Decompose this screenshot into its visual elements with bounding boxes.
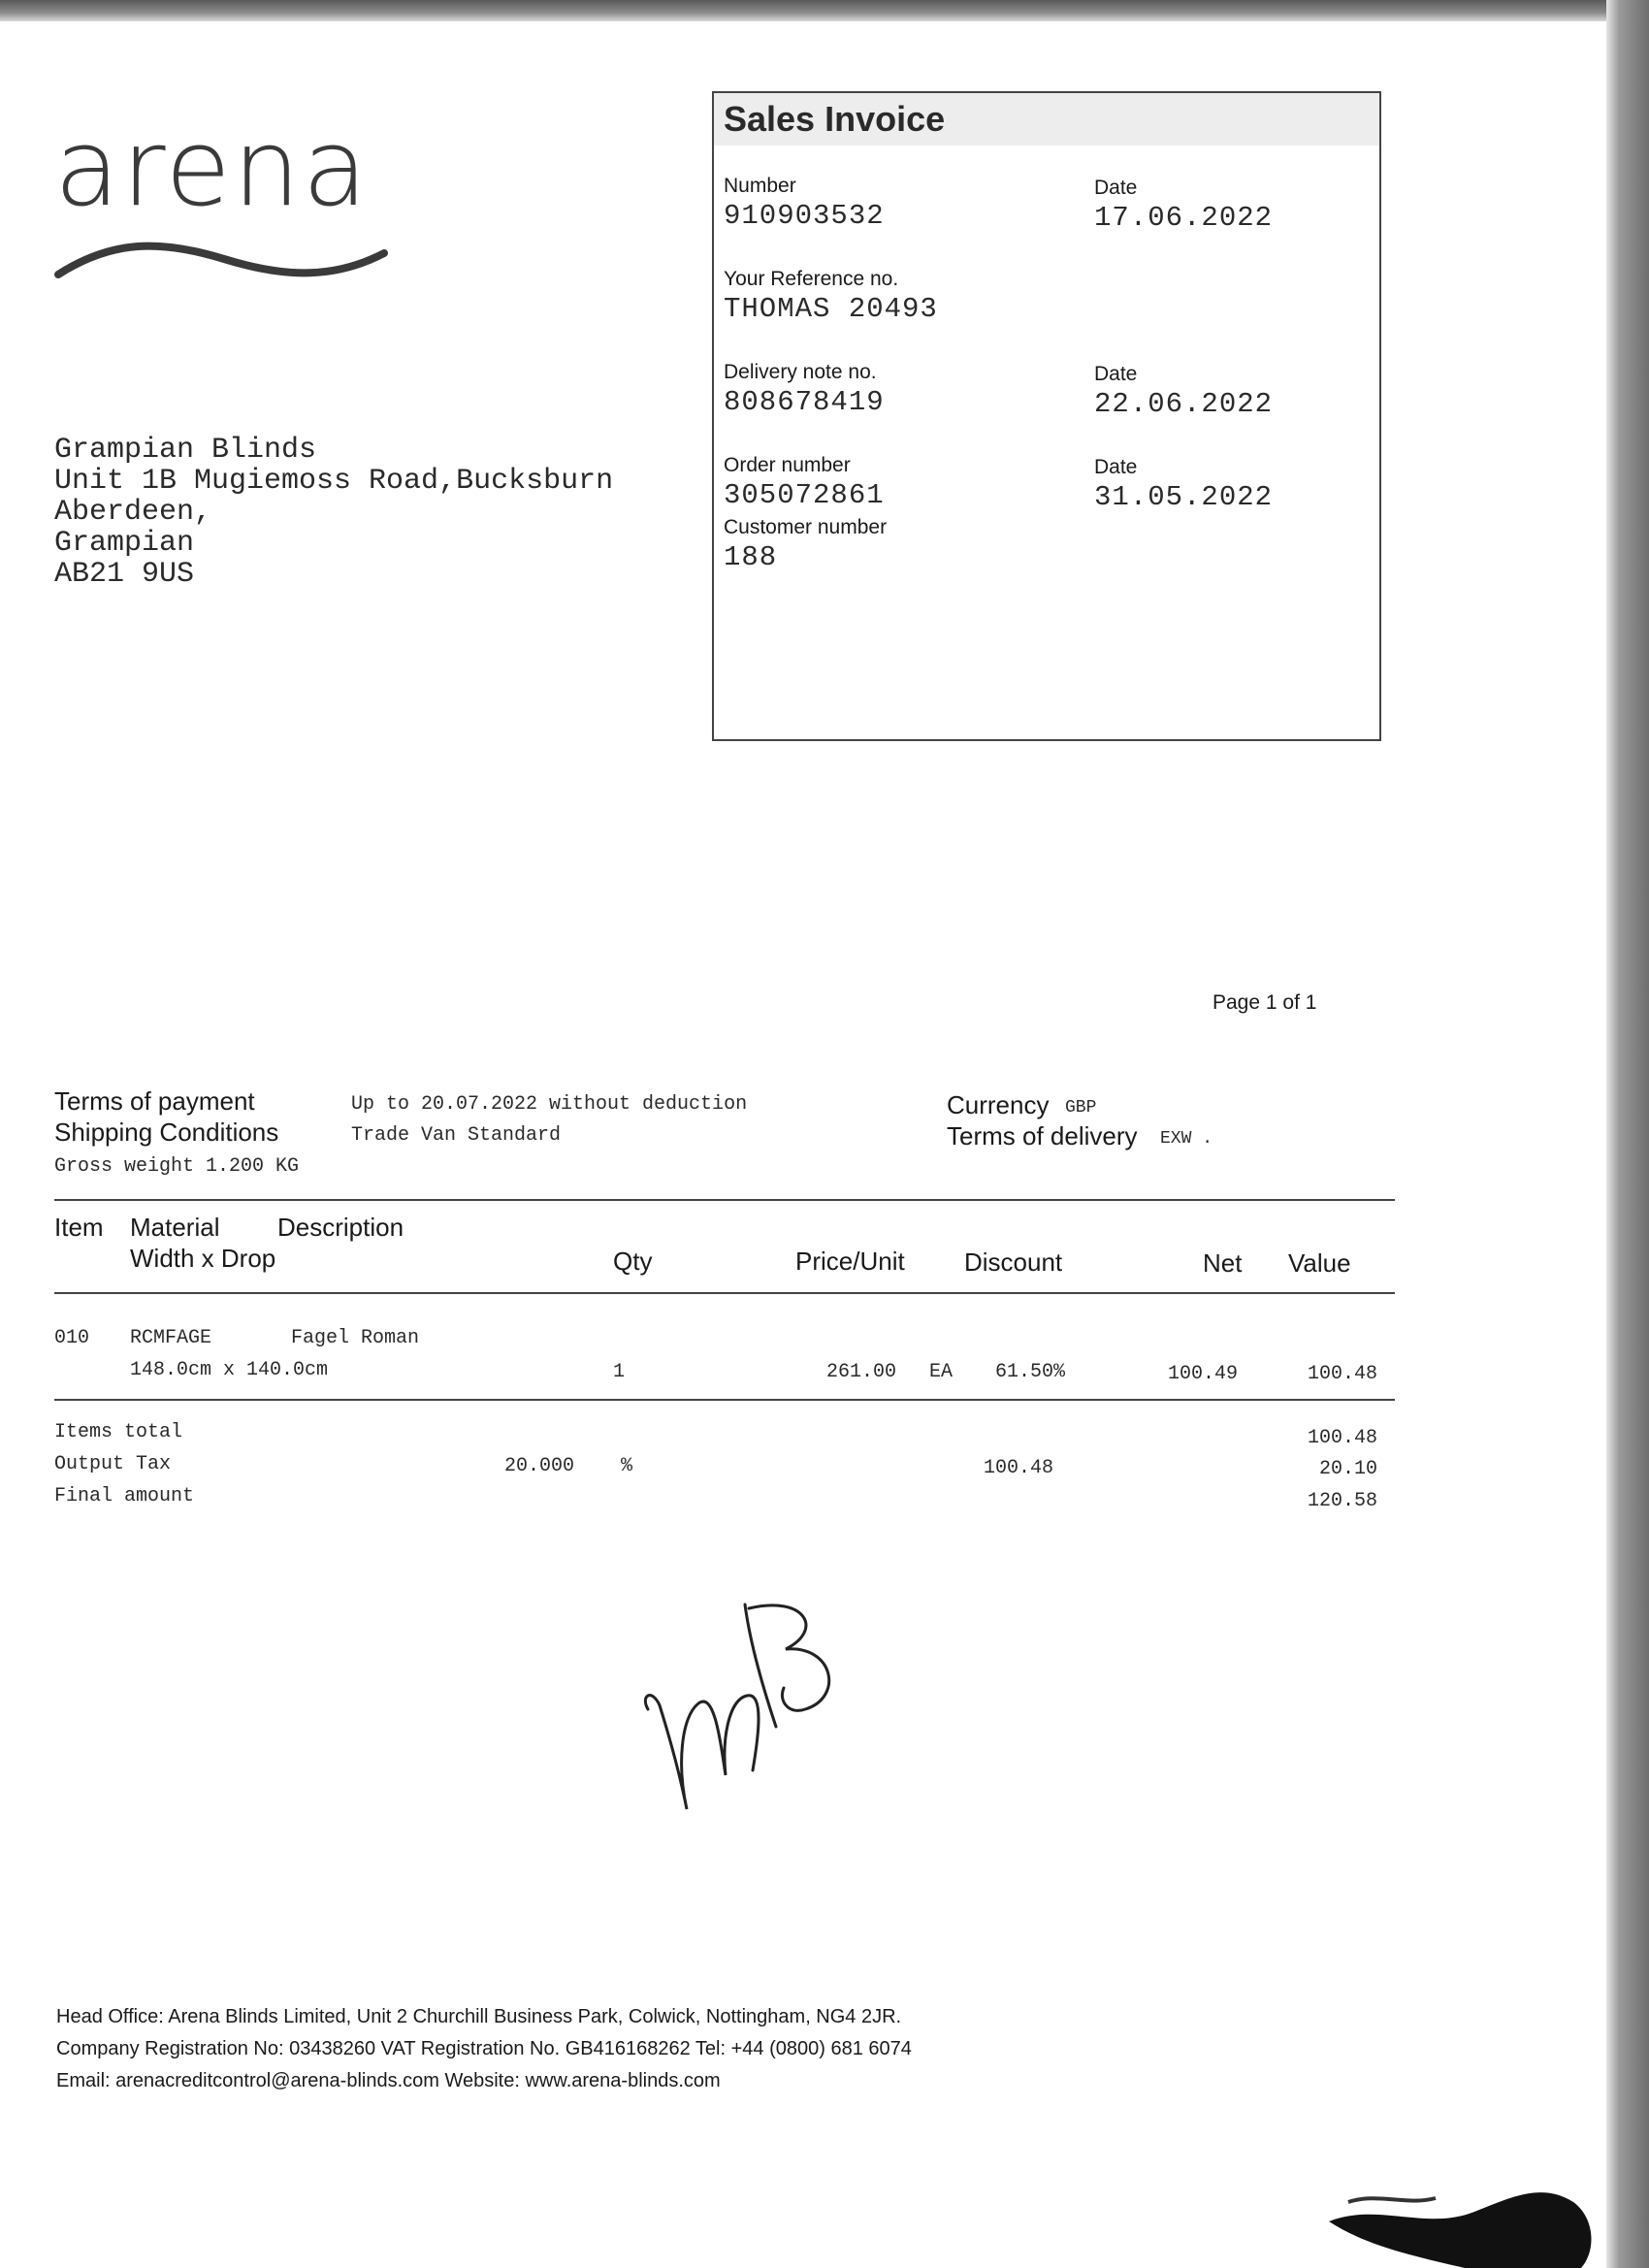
terms-of-payment-label: Terms of payment [54,1086,255,1116]
items-total-value: 100.48 [1308,1427,1378,1449]
address-line: Unit 1B Mugiemoss Road,Bucksburn [54,465,614,498]
address-line: Grampian Blinds [54,434,317,467]
output-tax-base: 100.48 [984,1457,1054,1479]
order-number: 305072861 [724,479,885,511]
invoice-number-label: Number [724,175,796,197]
handwritten-signature [630,1591,854,1824]
row-unit: EA [929,1361,954,1383]
footer-head-office: Head Office: Arena Blinds Limited, Unit 2 Churchill Business Park, Colwick, Nottingham, NG4 2JR. [56,2006,902,2027]
row-qty: 1 [613,1361,626,1383]
row-discount: 61.50% [995,1361,1066,1383]
footer-registration: Company Registration No: 03438260 VAT Registration No. GB416168262 Tel: +44 (0800) 681 6074 [56,2038,912,2059]
row-value: 100.48 [1308,1363,1378,1385]
items-total-label: Items total [54,1421,183,1443]
header-price-unit: Price/Unit [795,1247,905,1276]
header-description: Description [277,1213,404,1242]
delivery-note-number: 808678419 [724,386,885,418]
address-line: AB21 9US [54,558,195,591]
order-number-label: Order number [724,454,851,476]
output-tax-amount: 20.10 [1319,1458,1378,1480]
output-tax-rate: 20.000 [504,1455,575,1477]
header-item: Item [54,1213,104,1242]
invoice-date-label: Date [1094,177,1138,199]
header-qty: Qty [613,1247,653,1276]
terms-of-delivery-value: EXW . [1160,1129,1213,1149]
final-amount-value: 120.58 [1308,1490,1378,1512]
row-item: 010 [54,1327,90,1349]
header-value: Value [1288,1248,1351,1278]
recipient-address [54,435,613,590]
address-line: Grampian [54,527,195,560]
order-date-label: Date [1094,456,1138,478]
gross-weight: Gross weight 1.200 KG [54,1155,300,1178]
customer-number: 188 [724,541,778,573]
delivery-date: 22.06.2022 [1094,388,1274,420]
row-price: 261.00 [826,1361,897,1383]
invoice-number: 910903532 [724,200,885,232]
delivery-date-label: Date [1094,363,1138,385]
scan-edge-right [1606,0,1649,2268]
row-size: 148.0cm x 140.0cm [130,1359,329,1381]
row-description: Fagel Roman [291,1327,420,1349]
your-reference-label: Your Reference no. [724,268,899,290]
page-indicator: Page 1 of 1 [1212,991,1317,1014]
scan-smudge [1319,2163,1600,2268]
scan-edge-top [0,0,1649,21]
customer-number-label: Customer number [724,516,888,538]
header-width-drop: Width x Drop [130,1244,276,1273]
order-date: 31.05.2022 [1094,481,1274,513]
final-amount-label: Final amount [54,1485,195,1507]
arena-logo-text: arena [54,106,371,230]
address-line: Aberdeen, [54,496,212,529]
arena-logo-wave [54,238,394,286]
header-net: Net [1203,1248,1243,1278]
invoice-title: Sales Invoice [724,99,946,139]
sales-invoice-box [712,91,1381,741]
delivery-note-label: Delivery note no. [724,361,877,383]
currency-value: GBP [1065,1098,1097,1118]
invoice-date: 17.06.2022 [1094,202,1274,234]
footer-contact: Email: arenacreditcontrol@arena-blinds.com Website: www.arena-blinds.com [56,2070,721,2091]
terms-of-payment-value: Up to 20.07.2022 without deduction [351,1093,748,1116]
output-tax-percent: % [621,1455,633,1477]
output-tax-label: Output Tax [54,1453,172,1475]
header-bottom-rule [54,1292,1395,1294]
row-bottom-rule [54,1399,1395,1401]
row-net: 100.49 [1168,1363,1239,1385]
shipping-conditions-value: Trade Van Standard [351,1124,562,1147]
currency-label: Currency [947,1090,1050,1119]
table-top-rule [54,1199,1395,1201]
shipping-conditions-label: Shipping Conditions [54,1118,279,1147]
terms-of-delivery-label: Terms of delivery [947,1121,1138,1150]
header-discount: Discount [964,1247,1063,1277]
header-material: Material [130,1213,220,1242]
your-reference: THOMAS 20493 [724,293,938,325]
row-material: RCMFAGE [130,1327,212,1349]
